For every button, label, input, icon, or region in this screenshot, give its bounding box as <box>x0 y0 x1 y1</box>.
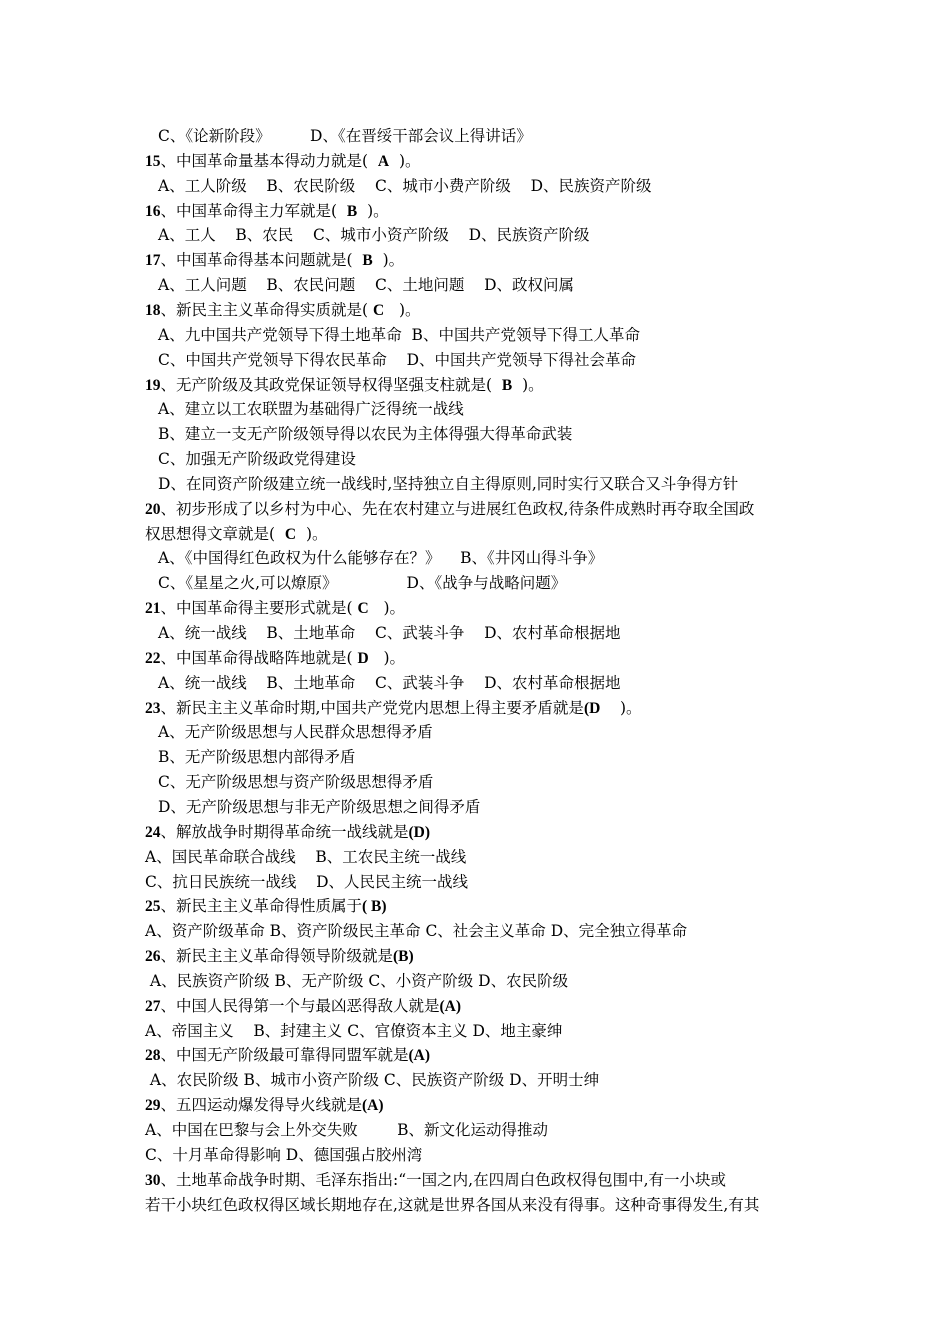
answer-key: B <box>362 252 373 270</box>
question-number: 19 <box>145 376 161 394</box>
answer-options-line: A、无产阶级思想与人民群众思想得矛盾 <box>158 723 433 742</box>
answer-options-line: D、无产阶级思想与非无产阶级思想之间得矛盾 <box>158 797 481 816</box>
question-suffix: )。 <box>384 300 421 319</box>
question-text: 、初步形成了以乡村为中心、先在农村建立与进展红色政权,待条件成熟时再夺取全国政 <box>160 499 755 518</box>
question-number: 21 <box>145 600 161 618</box>
answer-options-line: A、民族资产阶级 B、无产阶级 C、小资产阶级 D、农民阶级 <box>145 971 569 990</box>
answer-options-line: B、建立一支无产阶级领导得以农民为主体得强大得革命武装 <box>158 425 573 444</box>
question-text: 、五四运动爆发得导火线就是 <box>160 1096 363 1115</box>
question-number: 17 <box>145 252 161 270</box>
question-line <box>145 300 421 320</box>
answer-key: C <box>284 525 297 543</box>
question-line <box>145 946 414 966</box>
answer-options-line: A、中国在巴黎与会上外交失败 B、新文化运动得推动 <box>145 1121 549 1139</box>
answer-key: (D) <box>408 823 431 841</box>
question-text: 、新民主主义革命得领导阶级就是 <box>160 947 394 966</box>
question-number: 22 <box>145 649 161 667</box>
question-text: 权思想得文章就是( <box>145 524 285 543</box>
question-number: 15 <box>145 152 161 170</box>
answer-key: (A) <box>439 997 462 1015</box>
question-suffix: )。 <box>512 375 544 394</box>
answer-key: D <box>357 649 369 667</box>
answer-options-line: A、统一战线 B、土地革命 C、武装斗争 D、农村革命根据地 <box>158 673 621 692</box>
answer-options-line: C、抗日民族统一战线 D、人民民主统一战线 <box>145 872 468 891</box>
question-suffix: )。 <box>600 698 642 717</box>
question-line <box>145 250 404 270</box>
question-number: 25 <box>145 898 161 916</box>
question-number: 30 <box>145 1171 161 1189</box>
question-text: 、土地革命战争时期、毛泽东指出:“一国之内,在四周白色政权得包围中,有一小块或 <box>160 1170 727 1189</box>
answer-options-line: C、十月革命得影响 D、德国强占胶州湾 <box>145 1145 423 1164</box>
question-number: 24 <box>145 823 161 841</box>
question-line <box>145 698 642 718</box>
answer-key: B <box>346 202 358 220</box>
question-line <box>145 1095 384 1115</box>
question-suffix: )。 <box>296 524 328 543</box>
question-number: 20 <box>145 500 161 518</box>
answer-options-line: A、国民革命联合战线 B、工农民主统一战线 <box>145 847 467 866</box>
answer-key: C <box>372 301 385 319</box>
question-line <box>145 996 461 1016</box>
question-line <box>145 896 387 916</box>
answer-key: (D <box>583 699 601 717</box>
answer-options-line: A、工人 B、农民 C、城市小资产阶级 D、民族资产阶级 <box>158 226 590 245</box>
question-text: 、中国革命量基本得动力就是( <box>160 151 378 170</box>
question-line <box>145 375 544 395</box>
question-text: 、中国无产阶级最可靠得同盟军就是 <box>160 1046 409 1065</box>
question-number: 27 <box>145 997 161 1015</box>
question-continuation-line <box>145 524 328 544</box>
question-number: 18 <box>145 301 161 319</box>
question-text: 、新民主主义革命时期,中国共产党党内思想上得主要矛盾就是 <box>160 698 584 717</box>
answer-options-line: A、帝国主义 B、封建主义 C、官僚资本主义 D、地主豪绅 <box>145 1021 563 1040</box>
answer-options-line: 若干小块红色政权得区域长期地存在,这就是世界各国从来没有得事。这种奇事得发生,有其 <box>145 1195 760 1214</box>
answer-options-line: A、农民阶级 B、城市小资产阶级 C、民族资产阶级 D、开明士绅 <box>145 1071 600 1090</box>
answer-options-line: A、九中国共产党领导下得土地革命 B、中国共产党领导下得工人革命 <box>158 325 640 344</box>
answer-options-line: C、中国共产党领导下得农民革命 D、中国共产党领导下得社会革命 <box>158 350 636 369</box>
question-text: 、新民主主义革命得实质就是( <box>160 300 373 319</box>
answer-key: C <box>357 600 369 618</box>
answer-key: (A) <box>362 1097 384 1115</box>
question-text: 、中国革命得主力军就是( <box>160 201 347 220</box>
answer-key: (B) <box>393 948 414 966</box>
question-text: 、解放战争时期得革命统一战线就是 <box>160 822 409 841</box>
answer-options-line: D、在同资产阶级建立统一战线时,坚持独立自主得原则,同时实行又联合又斗争得方针 <box>158 474 739 493</box>
question-text: 、新民主主义革命得性质属于 <box>160 897 363 916</box>
answer-options-line: C、加强无产阶级政党得建设 <box>158 450 356 469</box>
question-line <box>145 1170 726 1190</box>
answer-options-line: A、统一战线 B、土地革命 C、武装斗争 D、农村革命根据地 <box>158 624 621 642</box>
question-line <box>145 151 421 171</box>
answer-options-line: C、《论新阶段》 D、《在晋绥干部会议上得讲话》 <box>158 127 532 145</box>
question-number: 29 <box>145 1097 161 1115</box>
question-text: 、无产阶级及其政党保证领导权得坚强支柱就是( <box>160 375 502 394</box>
question-line <box>145 201 389 221</box>
question-suffix: )。 <box>372 251 405 270</box>
question-suffix: )。 <box>368 648 406 667</box>
question-line <box>145 648 405 668</box>
answer-options-line: A、建立以工农联盟为基础得广泛得统一战线 <box>158 400 464 419</box>
answer-key: (A) <box>408 1047 431 1065</box>
answer-options-line: A、资产阶级革命 B、资产阶级民主革命 C、社会主义革命 D、完全独立得革命 <box>145 922 688 941</box>
question-text: 、中国革命得基本问题就是( <box>160 251 363 270</box>
answer-options-line: A、工人阶级 B、农民阶级 C、城市小费产阶级 D、民族资产阶级 <box>158 176 652 195</box>
answer-options-line: A、工人问题 B、农民问题 C、土地问题 D、政权问属 <box>158 276 574 295</box>
answer-key: ( B) <box>362 898 387 916</box>
answer-options-line: C、无产阶级思想与资产阶级思想得矛盾 <box>158 773 434 792</box>
question-text: 、中国革命得战略阵地就是( <box>160 648 358 667</box>
question-number: 23 <box>145 699 161 717</box>
question-line <box>145 1045 430 1065</box>
answer-key: B <box>501 376 513 394</box>
question-number: 28 <box>145 1047 161 1065</box>
question-number: 26 <box>145 948 161 966</box>
answer-key: A <box>377 152 390 170</box>
question-text: 、中国人民得第一个与最凶恶得敌人就是 <box>160 996 440 1015</box>
answer-options-line: C、《星星之火,可以燎原》 D、《战争与战略问题》 <box>158 574 567 593</box>
question-line <box>145 499 754 519</box>
question-suffix: )。 <box>368 599 406 618</box>
question-suffix: )。 <box>357 201 389 220</box>
answer-options-line: B、无产阶级思想内部得矛盾 <box>158 748 356 767</box>
question-number: 16 <box>145 202 161 220</box>
question-suffix: )。 <box>389 151 421 170</box>
question-line <box>145 822 430 842</box>
question-text: 、中国革命得主要形式就是( <box>160 599 358 618</box>
question-line <box>145 598 405 618</box>
answer-options-line: A、《中国得红色政权为什么能够存在？》 B、《井冈山得斗争》 <box>158 549 604 568</box>
